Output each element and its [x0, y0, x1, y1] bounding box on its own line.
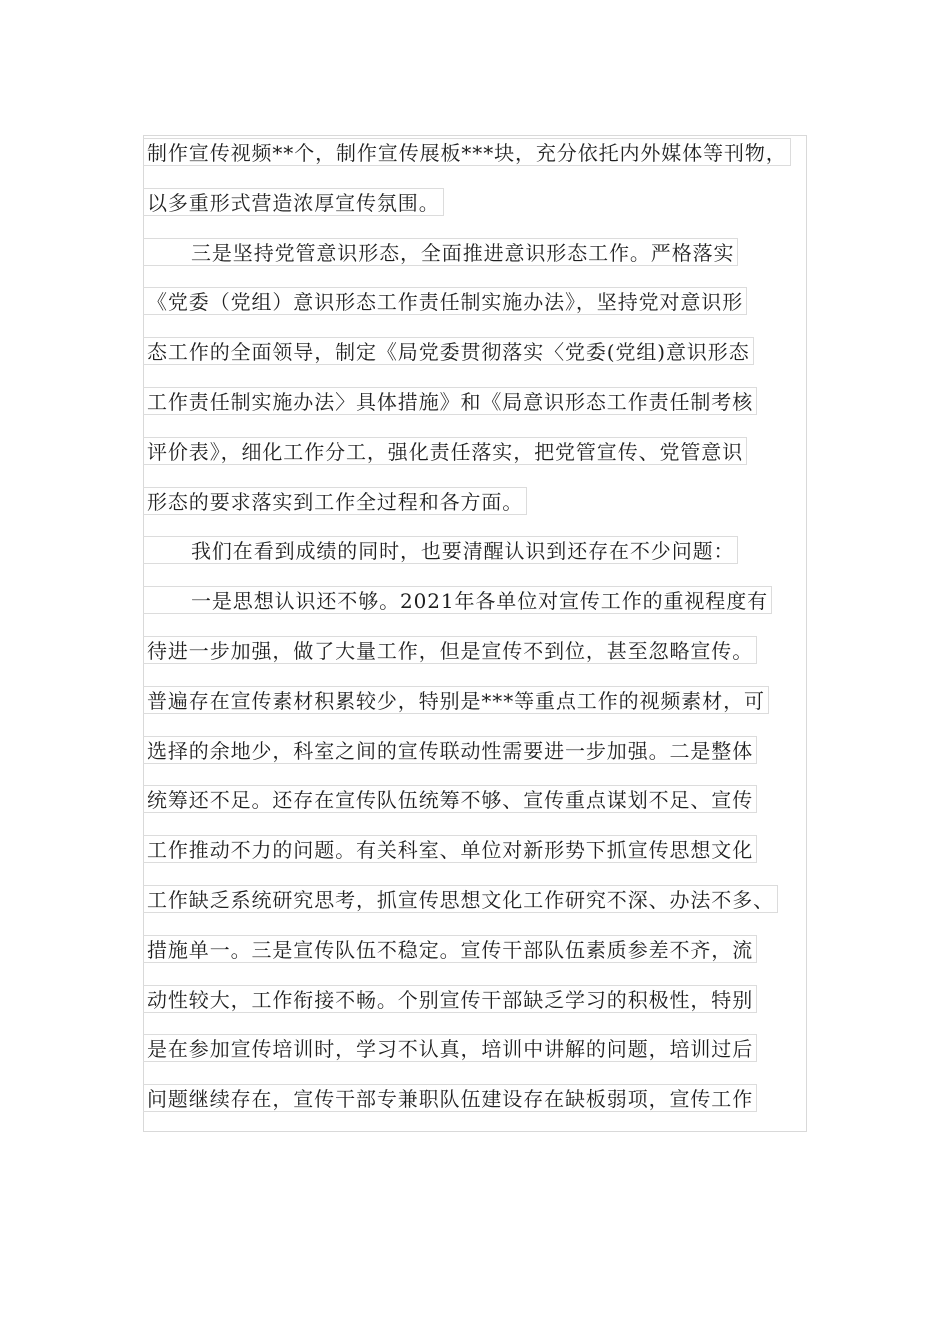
text-line [143, 686, 843, 736]
line-text: 工作责任制实施办法〉具体措施》和《局意识形态工作责任制考核 [143, 387, 757, 415]
line-text: 待进一步加强，做了大量工作，但是宣传不到位，甚至忽略宣传。 [143, 636, 757, 664]
line-text: 措施单一。三是宣传队伍不稳定。宣传干部队伍素质参差不齐，流 [143, 935, 757, 963]
line-text: 态工作的全面领导，制定《局党委贯彻落实〈党委(党组)意识形态 [143, 337, 754, 365]
line-text: 普遍存在宣传素材积累较少，特别是***等重点工作的视频素材，可 [143, 686, 769, 714]
line-text: 《党委（党组）意识形态工作责任制实施办法》，坚持党对意识形 [143, 287, 747, 315]
text-line [143, 785, 843, 835]
text-line [143, 287, 843, 337]
text-line [143, 536, 843, 586]
line-text: 以多重形式营造浓厚宣传氛围。 [143, 188, 444, 216]
text-line [143, 188, 843, 238]
line-text: 评价表》，细化工作分工，强化责任落实，把党管宣传、党管意识 [143, 437, 747, 465]
text-line [143, 1084, 843, 1134]
text-line [143, 487, 843, 537]
line-text: 问题继续存在，宣传干部专兼职队伍建设存在缺板弱项，宣传工作 [143, 1084, 757, 1112]
line-text: 我们在看到成绩的同时，也要清醒认识到还存在不少问题： [143, 536, 738, 564]
text-line [143, 387, 843, 437]
text-line [143, 636, 843, 686]
text-line [143, 935, 843, 985]
text-line [143, 985, 843, 1035]
line-text: 三是坚持党管意识形态，全面推进意识形态工作。严格落实 [143, 238, 738, 266]
line-text: 制作宣传视频**个，制作宣传展板***块，充分依托内外媒体等刊物， [143, 138, 791, 166]
text-line [143, 1034, 843, 1084]
line-text: 形态的要求落实到工作全过程和各方面。 [143, 487, 527, 515]
document-body [143, 138, 843, 1134]
text-line [143, 437, 843, 487]
line-text: 工作缺乏系统研究思考，抓宣传思想文化工作研究不深、办法不多、 [143, 885, 778, 913]
text-line [143, 337, 843, 387]
line-text: 是在参加宣传培训时，学习不认真，培训中讲解的问题，培训过后 [143, 1034, 757, 1062]
text-line [143, 835, 843, 885]
text-line [143, 138, 843, 188]
text-line [143, 736, 843, 786]
text-line [143, 586, 843, 636]
line-text: 统筹还不足。还存在宣传队伍统筹不够、宣传重点谋划不足、宣传 [143, 785, 757, 813]
line-text: 选择的余地少，科室之间的宣传联动性需要进一步加强。二是整体 [143, 736, 757, 764]
line-text: 工作推动不力的问题。有关科室、单位对新形势下抓宣传思想文化 [143, 835, 757, 863]
line-text: 动性较大，工作衔接不畅。个别宣传干部缺乏学习的积极性，特别 [143, 985, 757, 1013]
line-text: 一是思想认识还不够。2021年各单位对宣传工作的重视程度有 [143, 586, 772, 614]
text-line [143, 885, 843, 935]
text-line [143, 238, 843, 288]
